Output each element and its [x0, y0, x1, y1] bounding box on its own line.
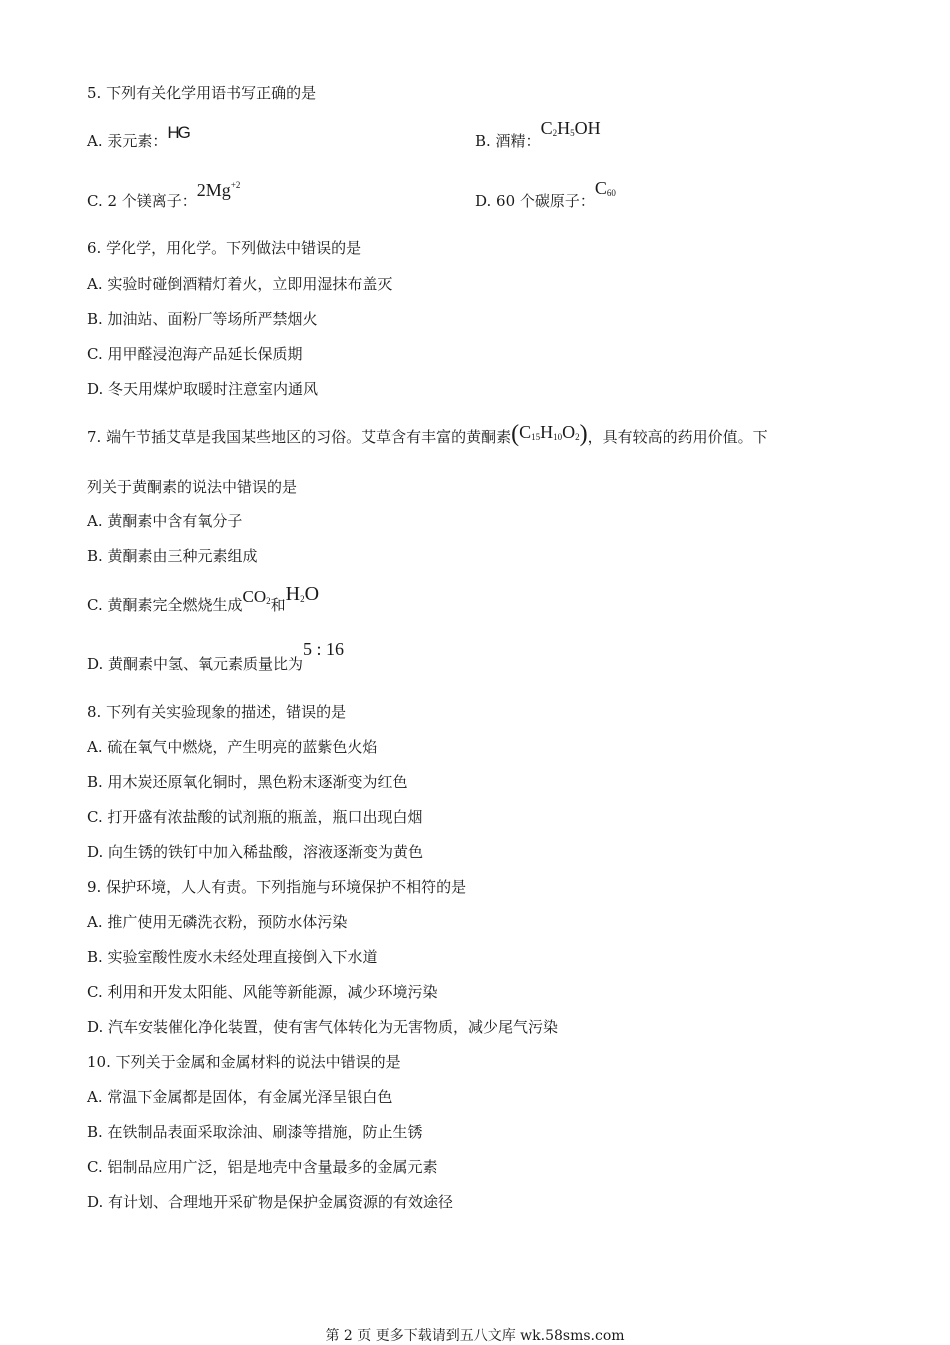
q5-option-d: [475, 178, 616, 211]
q9-stem: 9. 保护环境，人人有责。下列指施与环境保护不相符的是: [87, 878, 467, 896]
q10-option-b: B. 在铁制品表面采取涂油、刷漆等措施，防止生锈: [87, 1123, 423, 1141]
q9-option-b: B. 实验室酸性废水未经处理直接倒入下水道: [87, 948, 378, 966]
q7-stem-line2: 列关于黄酮素的说法中错误的是: [87, 478, 298, 496]
q7-option-a: A. 黄酮素中含有氧分子: [87, 512, 243, 530]
q8-option-d: D. 向生锈的铁钉中加入稀盐酸，溶液逐渐变为黄色: [87, 843, 424, 861]
q7-option-c-co2: $CO_2$: [242, 587, 271, 606]
q10-option-a: A. 常温下金属都是固体，有金属光泽呈银白色: [87, 1088, 393, 1106]
q5-option-b-formula: $C_2H_5OH$: [540, 118, 601, 138]
q6-option-d: D. 冬天用煤炉取暖时注意室内通风: [87, 380, 319, 398]
q9-option-d: D. 汽车安装催化净化装置，使有害气体转化为无害物质，减少尾气污染: [87, 1018, 559, 1036]
q5-option-b-label: B. 酒精：: [475, 132, 541, 150]
q5-stem: 5. 下列有关化学用语书写正确的是: [87, 84, 317, 102]
q7-option-c: C. 黄酮素完全燃烧生成$CO_2$和$H_2O$: [87, 583, 320, 614]
page-footer: 第 2 页 更多下载请到五八文库 wk.58sms.com: [325, 1328, 625, 1344]
q10-option-c: C. 铝制品应用广泛，铝是地壳中含量最多的金属元素: [87, 1158, 438, 1176]
q9-option-a: A. 推广使用无磷洗衣粉，预防水体污染: [87, 913, 348, 931]
q6-option-a: A. 实验时碰倒酒精灯着火，立即用湿抹布盖灭: [87, 275, 393, 293]
q8-option-b: B. 用木炭还原氧化铜时，黑色粉末逐渐变为红色: [87, 773, 408, 791]
q7-option-d-ratio: 5 : 16: [303, 639, 345, 659]
q5-option-b: [475, 118, 601, 151]
q9-option-c: C. 利用和开发太阳能、风能等新能源，减少环境污染: [87, 983, 438, 1001]
q5-option-a-formula: HG: [167, 123, 189, 142]
q7-option-b: B. 黄酮素由三种元素组成: [87, 547, 258, 565]
q5-option-c: [87, 180, 241, 211]
q10-option-d: D. 有计划、合理地开采矿物是保护金属资源的有效途径: [87, 1193, 454, 1211]
q10-stem: 10. 下列关于金属和金属材料的说法中错误的是: [87, 1053, 401, 1071]
q5-option-d-formula: $C_{60}$: [594, 178, 616, 198]
q5-option-c-label: C. 2 个镁离子：: [87, 192, 197, 210]
q8-stem: 8. 下列有关实验现象的描述，错误的是: [87, 703, 347, 721]
q7-formula: $(C_{15}H_{10}O_2)$: [511, 421, 588, 447]
q7-stem: 7. 端午节插艾草是我国某些地区的习俗。艾草含有丰富的黄酮素$(C_{15}H_{10}O_2)$，具有较高的药用价值。下: [87, 421, 768, 447]
q7-option-c-h2o: $H_2O$: [285, 583, 320, 605]
q8-option-a: A. 硫在氧气中燃烧，产生明亮的蓝紫色火焰: [87, 738, 378, 756]
q6-option-c: C. 用甲醛浸泡海产品延长保质期: [87, 345, 303, 363]
q5-option-a-label: A. 汞元素：: [87, 132, 168, 150]
q8-option-c: C. 打开盛有浓盐酸的试剂瓶的瓶盖，瓶口出现白烟: [87, 808, 423, 826]
q5-option-c-formula: $2Mg^{+2}$: [196, 180, 241, 200]
q5-option-d-label: D. 60 个碳原子：: [475, 192, 595, 210]
q6-stem: 6. 学化学，用化学。下列做法中错误的是: [87, 239, 362, 257]
q6-option-b: B. 加油站、面粉厂等场所严禁烟火: [87, 310, 318, 328]
q7-option-d: D. 黄酮素中氢、氧元素质量比为5 : 16: [87, 639, 345, 673]
q5-option-a: [87, 123, 189, 151]
